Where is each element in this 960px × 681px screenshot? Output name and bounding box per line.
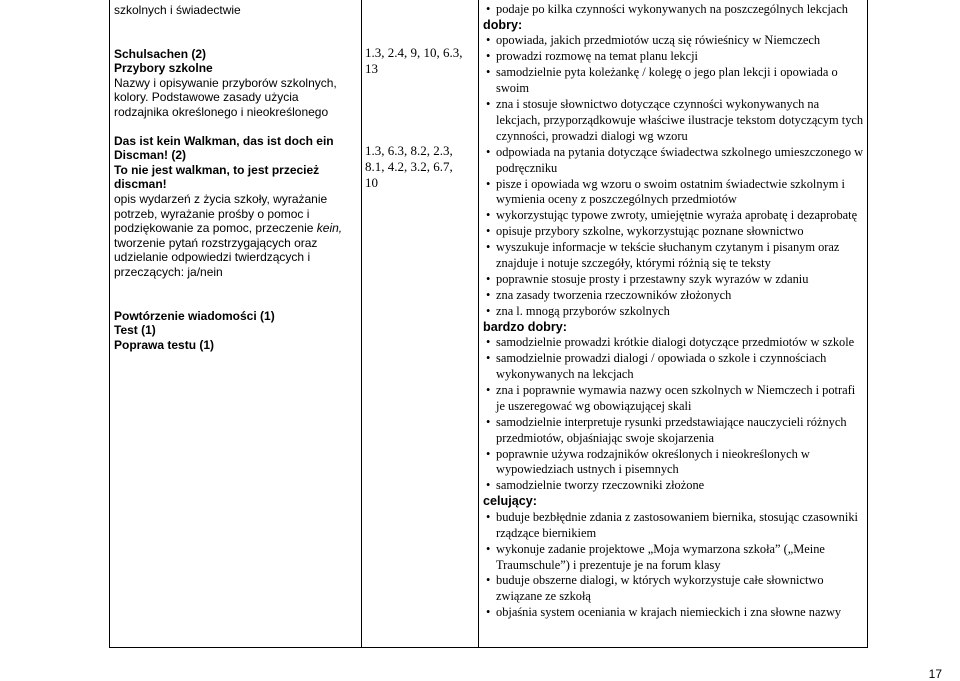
requirement-item: • buduje obszerne dialogi, w których wykorzystuje całe słownictwo związane ze szkołą xyxy=(483,573,865,605)
table-border-left xyxy=(109,0,110,648)
topic-description: Nazwy i opisywanie przyborów szkolnych, kolory. Podstawowe zasady użycia rodzajnika określonego i nieokreślonego xyxy=(114,75,337,119)
curriculum-ref: 1.3, 6.3, 8.2, 2.3, 8.1, 4.2, 3.2, 6.7, 10 xyxy=(365,143,453,190)
requirement-item: • pisze i opowiada wg wzoru o swoim ostatnim świadectwie szkolnym i wymienia oceny z poszczególnych przedmiotów xyxy=(483,177,865,209)
requirement-item: • wykorzystując typowe zwroty, umiejętnie wyraża aprobatę i dezaprobatę xyxy=(483,208,865,224)
curriculum-table xyxy=(109,0,868,648)
grade-list-celujacy xyxy=(483,510,865,621)
requirement-item: • prowadzi rozmowę na temat planu lekcji xyxy=(483,49,865,65)
table-border-right xyxy=(867,0,868,648)
polish-phrase: To nie jest walkman, to jest przecież discman! xyxy=(114,162,320,192)
german-phrase: Das ist kein Walkman, das ist doch ein Discman! (2) xyxy=(114,133,334,163)
requirement-item: • podaje po kilka czynności wykonywanych na poszczególnych lekcjach xyxy=(483,2,865,18)
column-divider xyxy=(361,0,362,648)
requirement-item: • poprawnie stosuje prosty i przestawny szyk wyrazów w zdaniu xyxy=(483,272,865,288)
requirement-item: • buduje bezbłędnie zdania z zastosowaniem biernika, stosując czasowniki rządzące biernikiem xyxy=(483,510,865,542)
requirement-item: • samodzielnie pyta koleżankę / kolegę o jego plan lekcji i opowiada o swoim xyxy=(483,65,865,97)
requirement-item: • samodzielnie prowadzi krótkie dialogi dotyczące przedmiotów w szkole xyxy=(483,335,865,351)
requirement-item: • poprawnie używa rodzajników określonych i nieokreślonych w wypowiedziach ustnych i pisemnych xyxy=(483,447,865,479)
requirement-item: • samodzielnie prowadzi dialogi / opowiada o szkole i czynnościach wykonywanych na lekcjach xyxy=(483,351,865,383)
topic-subtitle: Przybory szkolne xyxy=(114,61,213,76)
grade-list-bardzo-dobry xyxy=(483,335,865,494)
curriculum-ref: 1.3, 2.4, 9, 10, 6.3, 13 xyxy=(365,45,463,76)
requirement-item: • objaśnia system oceniania w krajach niemieckich i zna słowne nazwy xyxy=(483,605,865,621)
requirements-column xyxy=(483,2,865,621)
test-lesson: Test (1) xyxy=(114,323,156,338)
grammar-text: tworzenie pytań rozstrzygających oraz udzielanie odpowiedzi twierdzących i przeczących: ja/nein xyxy=(114,235,318,279)
test-correction-lesson: Poprawa testu (1) xyxy=(114,337,215,352)
grade-label-celujacy: celujący: xyxy=(483,494,537,509)
table-border-bottom xyxy=(109,647,868,648)
grade-list-top xyxy=(483,2,865,18)
requirement-item: • samodzielnie tworzy rzeczowniki złożone xyxy=(483,478,865,494)
review-lesson: Powtórzenie wiadomości (1) xyxy=(114,308,275,323)
grammar-italic: kein, xyxy=(316,221,343,236)
topics-column xyxy=(114,3,352,352)
continued-text: szkolnych i świadectwie xyxy=(114,3,241,17)
page-number: 17 xyxy=(928,667,942,681)
grade-list-dobry xyxy=(483,33,865,319)
topic-title: Schulsachen (2) xyxy=(114,46,207,61)
requirement-item: • wyszukuje informacje w tekście słuchanym czytanym i pisanym oraz znajduje i notuje szczegóły, którymi różnią się te teksty xyxy=(483,240,865,272)
requirement-item: • zna i stosuje słownictwo dotyczące czynności wykonywanych na lekcjach, przyporządkowuje właściwe ilustracje tekstom dotyczącym tych czynności, prowadzi dialogi wg wzoru xyxy=(483,97,865,145)
requirement-item: • wykonuje zadanie projektowe „Moja wymarzona szkoła” („Meine Traumschule”) i prezentuje je na forum klasy xyxy=(483,542,865,574)
grade-label-bardzo-dobry: bardzo dobry: xyxy=(483,319,567,334)
requirement-item: • zna l. mnogą przyborów szkolnych xyxy=(483,304,865,320)
column-divider xyxy=(478,0,479,648)
grammar-description xyxy=(114,192,352,280)
requirement-item: • samodzielnie interpretuje rysunki przedstawiające nauczycieli różnych przedmiotów, objaśniając swoje skojarzenia xyxy=(483,415,865,447)
grade-label-dobry: dobry: xyxy=(483,17,523,32)
requirement-item: • zna i poprawnie wymawia nazwy ocen szkolnych w Niemczech i potrafi je uszeregować wg obowiązującej skali xyxy=(483,383,865,415)
grammar-text: opis wydarzeń z życia szkoły, wyrażanie potrzeb, wyrażanie prośby o pomoc i podziękowanie za pomoc, przeczenie xyxy=(114,191,328,236)
requirement-item: • opowiada, jakich przedmiotów uczą się rówieśnicy w Niemczech xyxy=(483,33,865,49)
requirement-item: • odpowiada na pytania dotyczące świadectwa szkolnego umieszczonego w podręczniku xyxy=(483,145,865,177)
requirement-item: • zna zasady tworzenia rzeczowników złożonych xyxy=(483,288,865,304)
requirement-item: • opisuje przybory szkolne, wykorzystując poznane słownictwo xyxy=(483,224,865,240)
